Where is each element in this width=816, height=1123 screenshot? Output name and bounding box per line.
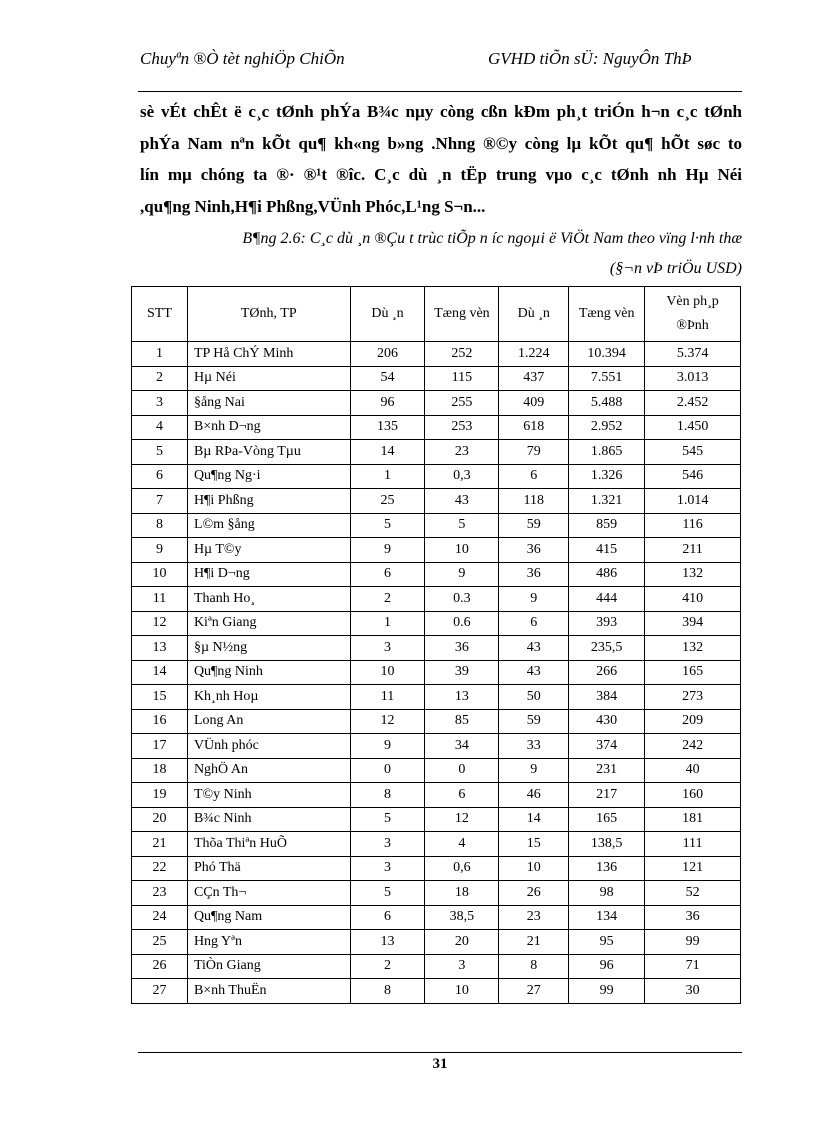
table-cell: 545 — [645, 440, 741, 465]
table-cell: 160 — [645, 783, 741, 808]
table-cell: 217 — [569, 783, 645, 808]
table-cell: 14 — [132, 660, 188, 685]
footer-divider — [138, 1052, 742, 1053]
table-cell: 43 — [425, 489, 499, 514]
table-cell: 40 — [645, 758, 741, 783]
table-cell: 486 — [569, 562, 645, 587]
table-cell: 0.6 — [425, 611, 499, 636]
table-cell: 10 — [350, 660, 425, 685]
province-cell: Thanh Ho¸ — [187, 587, 350, 612]
table-cell: 59 — [499, 513, 569, 538]
table-row — [132, 930, 741, 955]
table-cell: 20 — [132, 807, 188, 832]
table-cell: 2 — [350, 954, 425, 979]
province-cell: §ång Nai — [187, 391, 350, 416]
column-header: STT — [132, 287, 188, 342]
table-cell: 231 — [569, 758, 645, 783]
table-cell: 43 — [499, 660, 569, 685]
table-row — [132, 538, 741, 563]
table-cell: 116 — [645, 513, 741, 538]
table-cell: 25 — [350, 489, 425, 514]
table-cell: 21 — [499, 930, 569, 955]
table-cell: 50 — [499, 685, 569, 710]
table-cell: 33 — [499, 734, 569, 759]
table-cell: 10.394 — [569, 342, 645, 367]
header-divider — [138, 91, 742, 92]
table-row — [132, 489, 741, 514]
table-cell: 25 — [132, 930, 188, 955]
province-cell: Kiªn Giang — [187, 611, 350, 636]
table-cell: 252 — [425, 342, 499, 367]
province-cell: NghÖ An — [187, 758, 350, 783]
table-cell: 8 — [350, 783, 425, 808]
table-cell: 209 — [645, 709, 741, 734]
table-cell: 0,3 — [425, 464, 499, 489]
table-cell: 410 — [645, 587, 741, 612]
table-cell: 374 — [569, 734, 645, 759]
table-row — [132, 685, 741, 710]
province-cell: VÜnh phóc — [187, 734, 350, 759]
table-cell: 14 — [350, 440, 425, 465]
table-cell: 8 — [499, 954, 569, 979]
table-cell: 2.952 — [569, 415, 645, 440]
province-cell: Hµ T©y — [187, 538, 350, 563]
table-cell: 1.224 — [499, 342, 569, 367]
paragraph-line: phÝa Nam nªn kÕt qu¶ kh«ng b»ng .Nhng ®©y còng lµ kÕt qu¶ hÕt søc to — [140, 133, 742, 153]
table-title: B¶ng 2.6: C¸c dù ¸n ®Çu t trùc tiÕp n íc ngoµi ë ViÖt Nam theo vïng l·nh thæ — [242, 230, 742, 247]
province-cell: Kh¸nh Hoµ — [187, 685, 350, 710]
province-cell: Hng Yªn — [187, 930, 350, 955]
table-cell: 7 — [132, 489, 188, 514]
column-header: TØnh, TP — [187, 287, 350, 342]
table-cell: 52 — [645, 881, 741, 906]
province-cell: B×nh ThuËn — [187, 979, 350, 1004]
table-cell: 8 — [132, 513, 188, 538]
province-cell: B×nh D¬ng — [187, 415, 350, 440]
table-cell: 2 — [132, 366, 188, 391]
table-cell: 38,5 — [425, 905, 499, 930]
table-cell: 27 — [132, 979, 188, 1004]
table-cell: 5.488 — [569, 391, 645, 416]
table-cell: 121 — [645, 856, 741, 881]
table-cell: 6 — [499, 464, 569, 489]
table-row — [132, 807, 741, 832]
table-cell: 13 — [132, 636, 188, 661]
table-cell: 118 — [499, 489, 569, 514]
table-cell: 1 — [132, 342, 188, 367]
table-cell: 36 — [645, 905, 741, 930]
table-cell: 165 — [645, 660, 741, 685]
table-cell: 18 — [425, 881, 499, 906]
table-cell: 7.551 — [569, 366, 645, 391]
table-cell: 59 — [499, 709, 569, 734]
table-cell: 132 — [645, 562, 741, 587]
table-cell: 11 — [132, 587, 188, 612]
paragraph-line: ,qu¶ng Ninh,H¶i Phßng,VÜnh Phóc,L¹ng S¬n... — [140, 196, 486, 216]
fdi-table — [131, 286, 741, 1004]
table-row — [132, 391, 741, 416]
table-caption — [140, 224, 742, 284]
table-cell: 54 — [350, 366, 425, 391]
table-row — [132, 856, 741, 881]
table-cell: 13 — [350, 930, 425, 955]
table-cell: 1.865 — [569, 440, 645, 465]
column-header: Vèn ph¸p ®Þnh — [645, 287, 741, 342]
table-cell: 9 — [425, 562, 499, 587]
table-row — [132, 440, 741, 465]
table-row — [132, 513, 741, 538]
table-cell: 9 — [350, 538, 425, 563]
province-cell: TiÒn Giang — [187, 954, 350, 979]
table-cell: 6 — [350, 562, 425, 587]
table-cell: 111 — [645, 832, 741, 857]
table-cell: 384 — [569, 685, 645, 710]
table-cell: 36 — [499, 562, 569, 587]
table-cell: 6 — [499, 611, 569, 636]
page-number: 31 — [432, 1056, 448, 1072]
table-cell: 3 — [350, 856, 425, 881]
page-header — [140, 48, 740, 92]
province-cell: Long An — [187, 709, 350, 734]
paragraph-line: lín mµ chóng ta ®· ®¹t ®îc. C¸c dù ¸n tËp trung vµo c¸c tØnh nh Hµ Néi — [140, 165, 742, 184]
table-row — [132, 758, 741, 783]
table-row — [132, 905, 741, 930]
table-cell: 15 — [499, 832, 569, 857]
table-cell: 16 — [132, 709, 188, 734]
province-cell: Phó Thä — [187, 856, 350, 881]
table-cell: 23 — [132, 881, 188, 906]
table-cell: 273 — [645, 685, 741, 710]
table-cell: 71 — [645, 954, 741, 979]
table-cell: 138,5 — [569, 832, 645, 857]
table-cell: 96 — [569, 954, 645, 979]
table-row — [132, 979, 741, 1004]
table-cell: 0 — [350, 758, 425, 783]
table-cell: 5 — [350, 881, 425, 906]
table-unit: (§¬n vÞ triÖu USD) — [609, 260, 742, 277]
table-cell: 24 — [132, 905, 188, 930]
table-cell: 23 — [425, 440, 499, 465]
table-cell: 415 — [569, 538, 645, 563]
header-right-text: GVHD tiÕn sÜ: NguyÔn ThÞ — [488, 49, 692, 68]
table-cell: 36 — [425, 636, 499, 661]
table-cell: 6 — [132, 464, 188, 489]
table-row — [132, 415, 741, 440]
table-row — [132, 611, 741, 636]
table-cell: 96 — [350, 391, 425, 416]
table-row — [132, 587, 741, 612]
table-cell: 266 — [569, 660, 645, 685]
table-cell: 6 — [425, 783, 499, 808]
table-cell: 10 — [425, 538, 499, 563]
table-cell: 165 — [569, 807, 645, 832]
table-cell: 3 — [350, 832, 425, 857]
table-cell: 206 — [350, 342, 425, 367]
table-cell: 242 — [645, 734, 741, 759]
table-cell: 409 — [499, 391, 569, 416]
table-cell: 430 — [569, 709, 645, 734]
table-cell: 859 — [569, 513, 645, 538]
table-cell: 43 — [499, 636, 569, 661]
table-cell: 5 — [132, 440, 188, 465]
column-header: Tæng vèn — [569, 287, 645, 342]
table-cell: 11 — [350, 685, 425, 710]
table-header-row — [132, 287, 741, 342]
table-cell: 136 — [569, 856, 645, 881]
province-cell: CÇn Th¬ — [187, 881, 350, 906]
table-cell: 99 — [569, 979, 645, 1004]
table-row — [132, 366, 741, 391]
table-cell: 13 — [425, 685, 499, 710]
table-cell: 3.013 — [645, 366, 741, 391]
table-cell: 39 — [425, 660, 499, 685]
table-cell: 18 — [132, 758, 188, 783]
table-cell: 1.450 — [645, 415, 741, 440]
table-cell: 5 — [350, 513, 425, 538]
table-cell: 10 — [425, 979, 499, 1004]
table-row — [132, 636, 741, 661]
column-header: Tæng vèn — [425, 287, 499, 342]
table-cell: 4 — [425, 832, 499, 857]
paragraph-line: sè vÉt chÊt ë c¸c tØnh phÝa B¾c nµy còng cßn kÐm ph¸t triÓn h¬n c¸c tØnh — [140, 102, 742, 121]
table-row — [132, 562, 741, 587]
province-cell: H¶i Phßng — [187, 489, 350, 514]
table-cell: 5 — [350, 807, 425, 832]
table-cell: 9 — [132, 538, 188, 563]
table-cell: 0,6 — [425, 856, 499, 881]
table-cell: 22 — [132, 856, 188, 881]
table-cell: 5 — [425, 513, 499, 538]
province-cell: H¶i D¬ng — [187, 562, 350, 587]
column-header: Dù ¸n — [499, 287, 569, 342]
table-cell: 8 — [350, 979, 425, 1004]
table-cell: 95 — [569, 930, 645, 955]
table-cell: 10 — [499, 856, 569, 881]
table-cell: 0.3 — [425, 587, 499, 612]
table-cell: 99 — [645, 930, 741, 955]
table-cell: 0 — [425, 758, 499, 783]
table-cell: 134 — [569, 905, 645, 930]
table-cell: 1 — [350, 464, 425, 489]
table-cell: 15 — [132, 685, 188, 710]
table-cell: 437 — [499, 366, 569, 391]
province-cell: Qu¶ng Ng·i — [187, 464, 350, 489]
table-cell: 1.014 — [645, 489, 741, 514]
table-cell: 19 — [132, 783, 188, 808]
table-row — [132, 464, 741, 489]
table-cell: 46 — [499, 783, 569, 808]
table-cell: 10 — [132, 562, 188, 587]
province-cell: Thõa Thiªn HuÕ — [187, 832, 350, 857]
province-cell: Qu¶ng Nam — [187, 905, 350, 930]
table-cell: 12 — [132, 611, 188, 636]
table-cell: 6 — [350, 905, 425, 930]
table-cell: 1.321 — [569, 489, 645, 514]
table-cell: 1 — [350, 611, 425, 636]
table-cell: 394 — [645, 611, 741, 636]
table-cell: 85 — [425, 709, 499, 734]
table-row — [132, 881, 741, 906]
province-cell: Bµ RÞa-Vòng Tµu — [187, 440, 350, 465]
table-cell: 255 — [425, 391, 499, 416]
table-cell: 5.374 — [645, 342, 741, 367]
province-cell: T©y Ninh — [187, 783, 350, 808]
table-cell: 135 — [350, 415, 425, 440]
province-cell: B¾c Ninh — [187, 807, 350, 832]
table-cell: 23 — [499, 905, 569, 930]
table-cell: 3 — [425, 954, 499, 979]
table-cell: 3 — [132, 391, 188, 416]
table-cell: 12 — [425, 807, 499, 832]
table-cell: 26 — [499, 881, 569, 906]
table-cell: 98 — [569, 881, 645, 906]
table-cell: 21 — [132, 832, 188, 857]
table-cell: 20 — [425, 930, 499, 955]
table-row — [132, 660, 741, 685]
province-cell: Hµ Néi — [187, 366, 350, 391]
body-paragraph — [140, 96, 742, 222]
table-cell: 79 — [499, 440, 569, 465]
table-cell: 2.452 — [645, 391, 741, 416]
table-body — [132, 342, 741, 1004]
table-row — [132, 734, 741, 759]
province-cell: Qu¶ng Ninh — [187, 660, 350, 685]
table-cell: 27 — [499, 979, 569, 1004]
table-cell: 2 — [350, 587, 425, 612]
table-cell: 12 — [350, 709, 425, 734]
table-cell: 546 — [645, 464, 741, 489]
table-cell: 36 — [499, 538, 569, 563]
province-cell: TP Hå ChÝ Minh — [187, 342, 350, 367]
table-row — [132, 709, 741, 734]
table-cell: 30 — [645, 979, 741, 1004]
table-row — [132, 832, 741, 857]
table-cell: 14 — [499, 807, 569, 832]
table-cell: 3 — [350, 636, 425, 661]
table-cell: 211 — [645, 538, 741, 563]
table-cell: 132 — [645, 636, 741, 661]
header-left-text: Chuyªn ®Ò tèt nghiÖp ChiÕn — [140, 49, 345, 68]
table-cell: 115 — [425, 366, 499, 391]
table-cell: 1.326 — [569, 464, 645, 489]
table-cell: 26 — [132, 954, 188, 979]
table-cell: 4 — [132, 415, 188, 440]
table-cell: 235,5 — [569, 636, 645, 661]
table-row — [132, 342, 741, 367]
table-cell: 9 — [350, 734, 425, 759]
table-cell: 17 — [132, 734, 188, 759]
table-cell: 9 — [499, 587, 569, 612]
table-row — [132, 783, 741, 808]
table-cell: 618 — [499, 415, 569, 440]
province-cell: §µ N½ng — [187, 636, 350, 661]
table-cell: 444 — [569, 587, 645, 612]
table-cell: 9 — [499, 758, 569, 783]
table-cell: 393 — [569, 611, 645, 636]
table-cell: 253 — [425, 415, 499, 440]
table-cell: 181 — [645, 807, 741, 832]
province-cell: L©m §ång — [187, 513, 350, 538]
column-header: Dù ¸n — [350, 287, 425, 342]
table-row — [132, 954, 741, 979]
table-cell: 34 — [425, 734, 499, 759]
